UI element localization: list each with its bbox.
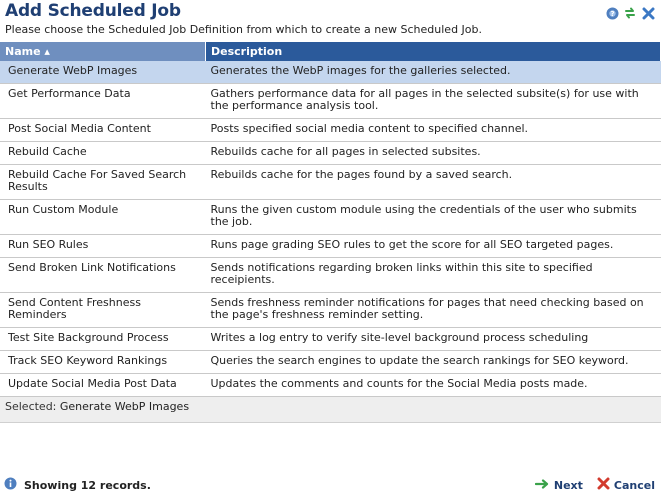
help-icon[interactable]: [605, 6, 619, 20]
records-status: [4, 477, 151, 493]
table-row[interactable]: [0, 293, 661, 328]
svg-text:?: ?: [609, 9, 615, 18]
job-name-cell: Get Performance Data: [0, 84, 206, 119]
table-row[interactable]: [0, 200, 661, 235]
job-description-cell: Rebuilds cache for the pages found by a saved search.: [206, 165, 661, 200]
job-description-cell: Posts specified social media content to specified channel.: [206, 119, 661, 142]
dialog-actions: [535, 477, 655, 493]
job-description-cell: Generates the WebP images for the galleries selected.: [206, 61, 661, 84]
job-name-cell: Track SEO Keyword Rankings: [0, 351, 206, 374]
job-description-cell: Runs the given custom module using the credentials of the user who submits the job.: [206, 200, 661, 235]
job-name-cell: Send Broken Link Notifications: [0, 258, 206, 293]
table-header-row: [0, 42, 661, 61]
job-description-cell: Writes a log entry to verify site-level background process scheduling: [206, 328, 661, 351]
selected-label: Selected:: [5, 400, 57, 413]
close-icon[interactable]: [641, 6, 655, 20]
job-name-cell: Generate WebP Images: [0, 61, 206, 84]
top-toolbar: [605, 6, 655, 20]
job-name-cell: Update Social Media Post Data: [0, 374, 206, 397]
refresh-icon[interactable]: [623, 6, 637, 20]
job-description-cell: Sends freshness reminder notifications for pages that need checking based on the page's freshness reminder setting.: [206, 293, 661, 328]
page-subtitle: Please choose the Scheduled Job Definition from which to create a new Scheduled Job.: [5, 23, 482, 36]
job-description-cell: Queries the search engines to update the search rankings for SEO keyword.: [206, 351, 661, 374]
table-row[interactable]: [0, 142, 661, 165]
table-row[interactable]: [0, 235, 661, 258]
table-row[interactable]: [0, 258, 661, 293]
job-name-cell: Run SEO Rules: [0, 235, 206, 258]
job-description-cell: Updates the comments and counts for the Social Media posts made.: [206, 374, 661, 397]
column-header-description[interactable]: Description: [206, 42, 661, 61]
cancel-button-label: Cancel: [613, 478, 655, 492]
cancel-button[interactable]: [597, 477, 655, 493]
job-name-cell: Send Content Freshness Reminders: [0, 293, 206, 328]
job-description-cell: Rebuilds cache for all pages in selected subsites.: [206, 142, 661, 165]
cancel-icon: [597, 477, 610, 493]
job-name-cell: Run Custom Module: [0, 200, 206, 235]
job-name-cell: Rebuild Cache: [0, 142, 206, 165]
records-count-text: Showing 12 records.: [24, 478, 151, 492]
table-row[interactable]: [0, 84, 661, 119]
next-button-label: Next: [553, 478, 583, 492]
next-button[interactable]: [535, 479, 583, 492]
job-name-cell: Post Social Media Content: [0, 119, 206, 142]
table-row[interactable]: [0, 374, 661, 397]
scheduled-job-definitions-table: [0, 42, 661, 423]
job-name-cell: Test Site Background Process: [0, 328, 206, 351]
selected-value: Generate WebP Images: [59, 400, 190, 413]
column-header-name[interactable]: Name ▴: [0, 42, 206, 61]
table-row[interactable]: [0, 61, 661, 84]
selected-summary: [0, 397, 661, 423]
job-description-cell: Sends notifications regarding broken links within this site to specified receipients.: [206, 258, 661, 293]
table-row[interactable]: [0, 328, 661, 351]
selected-summary-row: [0, 397, 661, 423]
info-icon: [4, 477, 17, 493]
job-description-cell: Runs page grading SEO rules to get the score for all SEO targeted pages.: [206, 235, 661, 258]
job-name-cell: Rebuild Cache For Saved Search Results: [0, 165, 206, 200]
table-row[interactable]: [0, 119, 661, 142]
table-row[interactable]: [0, 351, 661, 374]
page-title: Add Scheduled Job: [5, 1, 181, 21]
arrow-right-icon: [535, 479, 550, 492]
job-description-cell: Gathers performance data for all pages in the selected subsite(s) for use with the performance analysis tool.: [206, 84, 661, 119]
table-row[interactable]: [0, 165, 661, 200]
